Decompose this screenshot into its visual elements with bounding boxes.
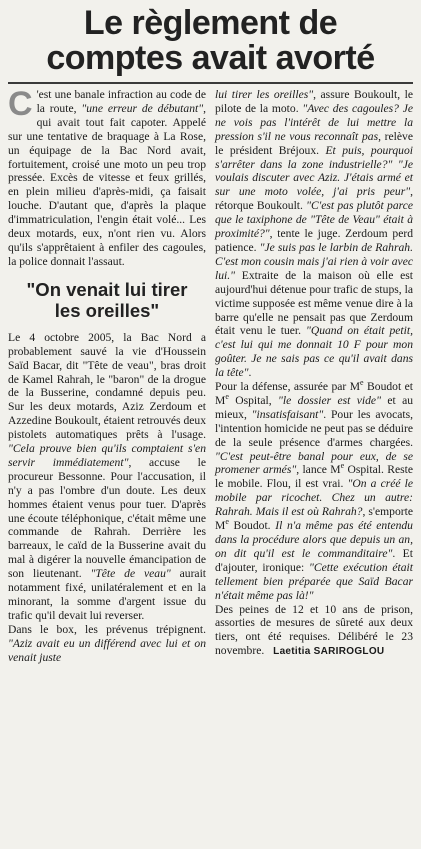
paragraph-5: Pour la défense, assurée par Me Boudot et Me Ospital, "le dossier est vide" et au mieux, "insatisfaisant". Pour les avocats, l'intention homicide ne peut pas se déduire de la seule présence d'armes chargées. "C'est peut-être banal pour eux, de se promener armés", lance Me Ospital. Reste le mobile. Flou, il est vrai. "On a créé le mobile par ricochet. Chez un autre: Rahrah. Mais il est où Rahrah?, s'emporte Me Boudot. Il n'a même pas été entendu dans la procédure alors que depuis un an, on dit qu'il est le commanditaire". Et d'ajouter, ironique: "Cette exécution était tellement bien préparée que Saïd Bacar n'était même pas là!" — [215, 378, 414, 602]
subhead-line-1: "On venait lui tirer — [26, 278, 188, 300]
paragraph-intro: C 'est une banale infraction au code de la route, "une erreur de débutant", qui avait tout fait capoter. Appelé sur une tentative de braquage à La Rose, un équipage de la Bac Nord avait, fortuitement, croisé une moto un peu trop pressée. Excès de vitesse et feux grillés, en plein milieu d'après-midi, ça faisait louche. D'autant que, d'après la plaque d'immatriculation, l'engin était volé... Les deux motards, eux, n'ont rien vu. Alors qu'ils s'apprêtaient à enfiler des cagoules, la police donnait l'assaut. — [8, 85, 206, 268]
column-left — [8, 85, 207, 665]
article-columns — [8, 85, 414, 665]
subhead-line-2: les oreilles" — [54, 299, 160, 321]
column-right — [215, 88, 413, 665]
headline-line-2: comptes avait avorté — [46, 39, 375, 77]
article-headline — [8, 6, 413, 76]
headline-line-1: Le règlement de — [83, 4, 338, 42]
byline: Laetitia SARIROGLOU — [273, 646, 385, 658]
paragraph-2: Le 4 octobre 2005, la Bac Nord a probablement sauvé la vie d'Houssein Saïd Bacar, dit "Tête de veau", bras droit de Kamel Rahrah, le "baron" de la drogue de la Busserine, condamné depuis peu. Sur les deux motards, Aziz Zerdoum et Azzedine Boukoult, étaient retrouvés deux pistolets automatiques prêts à l'usage. "Cela prouve bien qu'ils comptaient s'en servir immédiatement", accuse le procureur Bessonne. Pour l'accusation, il n'y a pas l'ombre d'un doute. Les deux hommes étaient venus pour tuer. D'après une écoute téléphonique, c'était même une commande de Rahrah. Derrière les barreaux, le caïd de la Busserine avait du mal à digérer la nouvelle émancipation de son lieutenant. "Tête de veau" aurait notamment fixé, unilatéralement et en la minorant, la somme d'argent issue du trafic qu'il devait lui reverser. — [8, 330, 207, 622]
subhead — [8, 279, 206, 321]
headline-rule — [8, 82, 413, 84]
paragraph-6: Des peines de 12 et 10 ans de prison, assorties de mesures de sûreté aux deux tiers, ont été requises. Délibéré le 23 novembre. Laetitia SARIROGLOU — [215, 602, 413, 658]
paragraph-3: Dans le box, les prévenus trépignent. "Aziz avait eu un différend avec lui et on venait juste — [8, 622, 206, 664]
drop-cap: C — [8, 85, 33, 123]
paragraph-4: lui tirer les oreilles", assure Boukoult, le pilote de la moto. "Avec des cagoules? Je ne vois pas l'intérêt de lui mettre la pression s'il ne vous reconnaît pas, relève le président Bréjoux. Et puis, pourquoi s'arrêter dans la zone industrielle?" "Je voulais discuter avec Aziz. J'étais armé et sur une moto volée, j'ai pris peur", rétorque Boukoult. "C'est pas plutôt parce que le taxiphone de "Tête de Veau" était à proximité?", tente le juge. Zerdoum perd patience. "Je suis pas le larbin de Rahrah. C'est mon cousin mais j'ai rien à voir avec lui." Extraite de la maison où elle est aujourd'hui détenue pour trafic de stups, la victime supposée est même venue dire à la barre qu'elle ne pensait pas que Zerdoum était venu le tuer. "Quand on était petit, c'est lui qui me donnait 10 F pour mon goûter. Je ne sais pas ce qu'il avait dans la tête". — [215, 88, 413, 380]
